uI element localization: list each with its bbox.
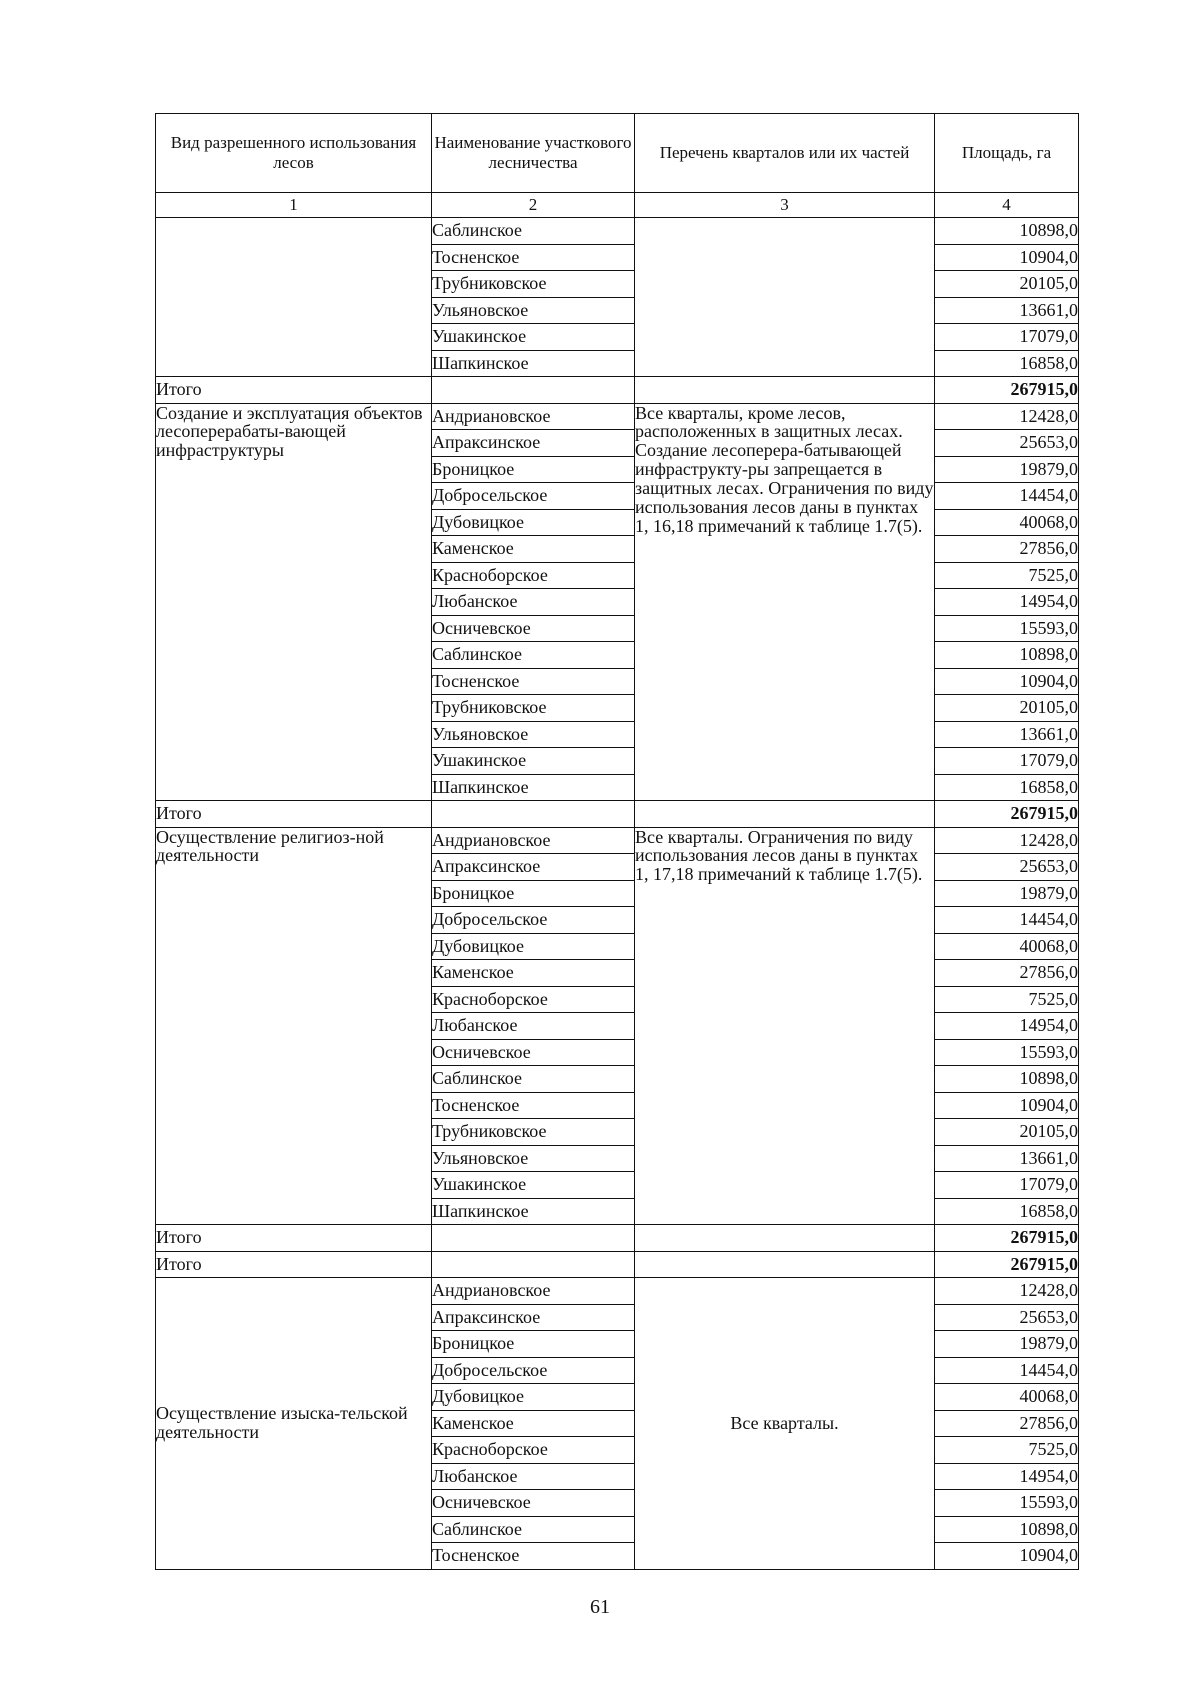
area-cell: 27856,0 <box>935 1410 1079 1437</box>
area-cell: 17079,0 <box>935 1172 1079 1199</box>
area-cell: 14954,0 <box>935 1013 1079 1040</box>
use-type-cell <box>156 218 432 377</box>
area-cell: 17079,0 <box>935 748 1079 775</box>
header-area: Площадь, га <box>935 114 1079 193</box>
area-cell: 40068,0 <box>935 933 1079 960</box>
use-type-cell: Создание и эксплуатация объектов лесоперерабаты-вающей инфраструктуры <box>156 403 432 801</box>
area-cell: 10898,0 <box>935 642 1079 669</box>
forestry-name-cell: Тосненское <box>432 1543 635 1570</box>
area-cell: 15593,0 <box>935 615 1079 642</box>
forestry-name-cell: Любанское <box>432 589 635 616</box>
forestry-name-cell: Любанское <box>432 1013 635 1040</box>
area-cell: 7525,0 <box>935 986 1079 1013</box>
area-cell: 16858,0 <box>935 1198 1079 1225</box>
total-value: 267915,0 <box>935 801 1079 828</box>
total-value: 267915,0 <box>935 377 1079 404</box>
forestry-name-cell: Красноборское <box>432 986 635 1013</box>
forestry-name-cell: Осничевское <box>432 1039 635 1066</box>
forestry-name-cell: Тосненское <box>432 244 635 271</box>
forestry-name-cell: Андриановское <box>432 827 635 854</box>
area-cell: 14954,0 <box>935 589 1079 616</box>
total-empty-cell <box>635 1225 935 1252</box>
forestry-name-cell: Апраксинское <box>432 854 635 881</box>
area-cell: 10898,0 <box>935 218 1079 245</box>
area-cell: 7525,0 <box>935 1437 1079 1464</box>
area-cell: 19879,0 <box>935 456 1079 483</box>
forestry-name-cell: Ульяновское <box>432 721 635 748</box>
forestry-name-cell: Осничевское <box>432 615 635 642</box>
forestry-name-cell: Шапкинское <box>432 350 635 377</box>
forestry-name-cell: Дубовицкое <box>432 1384 635 1411</box>
forestry-name-cell: Каменское <box>432 1410 635 1437</box>
forestry-name-cell: Тосненское <box>432 1092 635 1119</box>
area-cell: 15593,0 <box>935 1490 1079 1517</box>
total-empty-cell <box>635 1251 935 1278</box>
forestry-name-cell: Красноборское <box>432 562 635 589</box>
area-cell: 14954,0 <box>935 1463 1079 1490</box>
forestry-name-cell: Андриановское <box>432 403 635 430</box>
area-cell: 14454,0 <box>935 907 1079 934</box>
total-row <box>156 1251 1079 1278</box>
forestry-name-cell: Добросельское <box>432 907 635 934</box>
quarters-note-cell: Все кварталы. <box>635 1278 935 1570</box>
forestry-name-cell: Дубовицкое <box>432 509 635 536</box>
column-number: 2 <box>432 193 635 218</box>
use-type-cell: Осуществление изыска-тельской деятельности <box>156 1278 432 1570</box>
forestry-name-cell: Любанское <box>432 1463 635 1490</box>
header-use-type: Вид разрешенного использования лесов <box>156 114 432 193</box>
area-cell: 25653,0 <box>935 1304 1079 1331</box>
area-cell: 10904,0 <box>935 668 1079 695</box>
column-number: 3 <box>635 193 935 218</box>
total-row <box>156 801 1079 828</box>
total-empty-cell <box>432 1225 635 1252</box>
forestry-name-cell: Осничевское <box>432 1490 635 1517</box>
area-cell: 17079,0 <box>935 324 1079 351</box>
total-empty-cell <box>432 1251 635 1278</box>
forestry-name-cell: Трубниковское <box>432 1119 635 1146</box>
forestry-name-cell: Апраксинское <box>432 430 635 457</box>
area-cell: 14454,0 <box>935 1357 1079 1384</box>
area-cell: 15593,0 <box>935 1039 1079 1066</box>
area-cell: 27856,0 <box>935 536 1079 563</box>
document-page <box>155 113 1078 1570</box>
area-cell: 10904,0 <box>935 244 1079 271</box>
area-cell: 13661,0 <box>935 297 1079 324</box>
forestry-name-cell: Каменское <box>432 960 635 987</box>
area-cell: 20105,0 <box>935 1119 1079 1146</box>
forestry-name-cell: Трубниковское <box>432 271 635 298</box>
table-row <box>156 1278 1079 1305</box>
table-body <box>156 218 1079 1570</box>
area-cell: 20105,0 <box>935 695 1079 722</box>
forestry-name-cell: Трубниковское <box>432 695 635 722</box>
total-empty-cell <box>635 801 935 828</box>
forestry-name-cell: Саблинское <box>432 642 635 669</box>
table-header-row <box>156 114 1079 193</box>
forestry-name-cell: Добросельское <box>432 483 635 510</box>
header-forestry-name: Наименование участкового лесничества <box>432 114 635 193</box>
total-row <box>156 377 1079 404</box>
total-value: 267915,0 <box>935 1251 1079 1278</box>
area-cell: 13661,0 <box>935 1145 1079 1172</box>
column-number: 4 <box>935 193 1079 218</box>
forestry-name-cell: Апраксинское <box>432 1304 635 1331</box>
total-empty-cell <box>432 377 635 404</box>
forestry-name-cell: Броницкое <box>432 1331 635 1358</box>
forestry-name-cell: Каменское <box>432 536 635 563</box>
forestry-name-cell: Саблинское <box>432 1066 635 1093</box>
area-cell: 40068,0 <box>935 1384 1079 1411</box>
quarters-note-cell: Все кварталы, кроме лесов, расположенных в защитных лесах. Создание лесоперера-батывающей инфраструкту-ры запрещается в защитных лесах. Ограничения по виду использования лесов даны в пунктах 1, 16,18 примечаний к таблице 1.7(5). <box>635 403 935 801</box>
table-row <box>156 218 1079 245</box>
column-number: 1 <box>156 193 432 218</box>
forestry-name-cell: Добросельское <box>432 1357 635 1384</box>
area-cell: 10904,0 <box>935 1092 1079 1119</box>
forestry-name-cell: Ульяновское <box>432 297 635 324</box>
total-empty-cell <box>432 801 635 828</box>
total-label: Итого <box>156 1251 432 1278</box>
forestry-name-cell: Броницкое <box>432 880 635 907</box>
forestry-name-cell: Саблинское <box>432 1516 635 1543</box>
area-cell: 12428,0 <box>935 403 1079 430</box>
forestry-name-cell: Андриановское <box>432 1278 635 1305</box>
area-cell: 25653,0 <box>935 430 1079 457</box>
table-row <box>156 403 1079 430</box>
area-cell: 20105,0 <box>935 271 1079 298</box>
area-cell: 40068,0 <box>935 509 1079 536</box>
forestry-name-cell: Дубовицкое <box>432 933 635 960</box>
area-cell: 19879,0 <box>935 880 1079 907</box>
forestry-name-cell: Тосненское <box>432 668 635 695</box>
forestry-name-cell: Ушакинское <box>432 324 635 351</box>
forestry-name-cell: Шапкинское <box>432 774 635 801</box>
area-cell: 10898,0 <box>935 1516 1079 1543</box>
area-cell: 16858,0 <box>935 350 1079 377</box>
area-cell: 12428,0 <box>935 1278 1079 1305</box>
total-row <box>156 1225 1079 1252</box>
quarters-note-cell: Все кварталы. Ограничения по виду использования лесов даны в пунктах 1, 17,18 примечаний к таблице 1.7(5). <box>635 827 935 1225</box>
table-row <box>156 827 1079 854</box>
total-value: 267915,0 <box>935 1225 1079 1252</box>
forestry-name-cell: Шапкинское <box>432 1198 635 1225</box>
area-cell: 13661,0 <box>935 721 1079 748</box>
area-cell: 25653,0 <box>935 854 1079 881</box>
forestry-name-cell: Ушакинское <box>432 1172 635 1199</box>
page-number: 61 <box>590 1596 610 1618</box>
forestry-name-cell: Красноборское <box>432 1437 635 1464</box>
area-cell: 19879,0 <box>935 1331 1079 1358</box>
use-type-cell: Осуществление религиоз-ной деятельности <box>156 827 432 1225</box>
area-cell: 14454,0 <box>935 483 1079 510</box>
total-label: Итого <box>156 801 432 828</box>
area-cell: 10904,0 <box>935 1543 1079 1570</box>
area-cell: 10898,0 <box>935 1066 1079 1093</box>
forestry-name-cell: Броницкое <box>432 456 635 483</box>
area-cell: 12428,0 <box>935 827 1079 854</box>
total-empty-cell <box>635 377 935 404</box>
forest-use-table <box>155 113 1079 1570</box>
area-cell: 27856,0 <box>935 960 1079 987</box>
column-number-row <box>156 193 1079 218</box>
quarters-note-cell <box>635 218 935 377</box>
total-label: Итого <box>156 377 432 404</box>
header-quarters-list: Перечень кварталов или их частей <box>635 114 935 193</box>
forestry-name-cell: Ульяновское <box>432 1145 635 1172</box>
forestry-name-cell: Ушакинское <box>432 748 635 775</box>
forestry-name-cell: Саблинское <box>432 218 635 245</box>
area-cell: 7525,0 <box>935 562 1079 589</box>
area-cell: 16858,0 <box>935 774 1079 801</box>
total-label: Итого <box>156 1225 432 1252</box>
